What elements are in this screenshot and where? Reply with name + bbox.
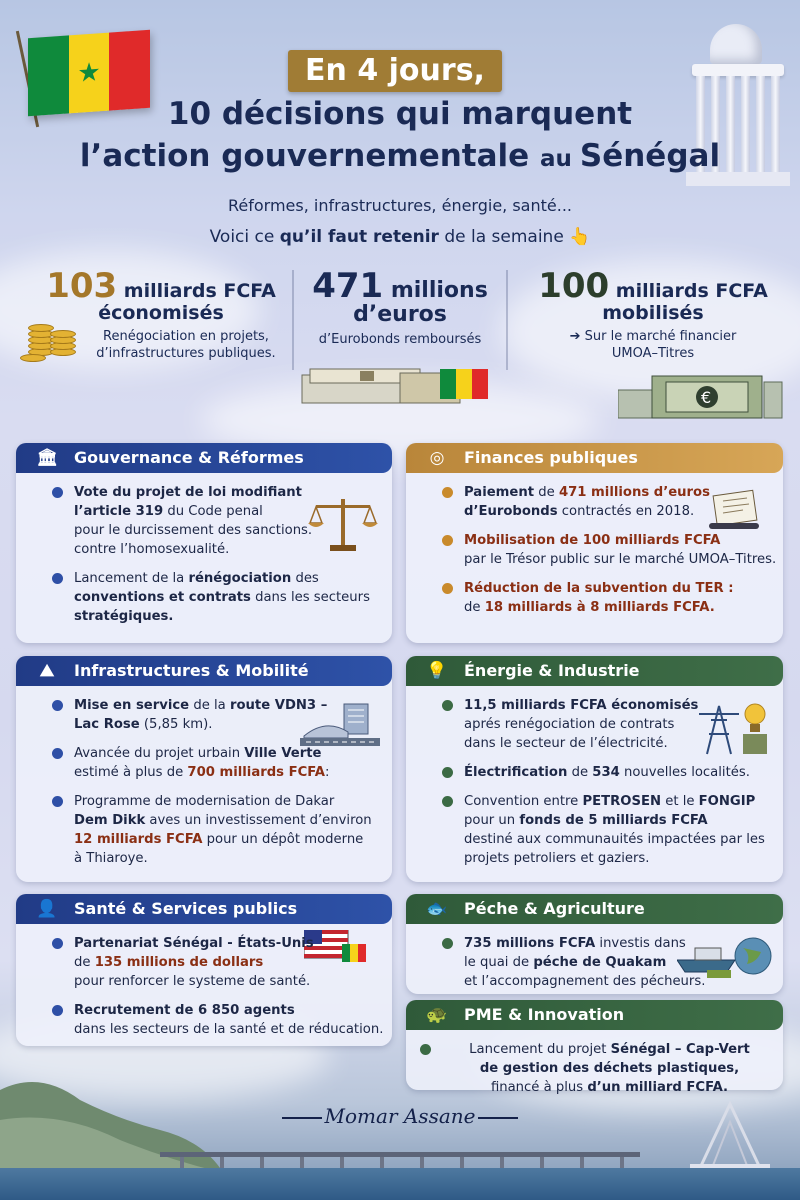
signature: Momar Assane [324,1104,476,1128]
bulb-icon: 💡 [426,661,448,681]
card-infrastructures [16,656,392,882]
list-item: Mobilisation de 100 milliards FCFA par le Trésor public sur le marché UMOA–Titres. [406,531,783,569]
card-finances [406,443,783,643]
coins-icon: ◎ [429,448,445,468]
card-energie-header: 💡 Énergie & Industrie [406,656,783,686]
list-item: Convention entre PETROSEN et le FONGIP pour un fonds de 5 milliards FCFA destiné aux communauités impactées par les projets petroliers et gaziers. [406,792,783,868]
list-item: 11,5 milliards FCFA économisés aprés renégociation de contrats dans le secteur de l’électricité. [406,696,783,753]
card-sante-header: 👤 Santé & Services publics [16,894,392,924]
list-item: Lancement du projet Sénégal – Cap-Vert de gestion des déchets plastiques, financé à plus d’un milliard FCFA. [406,1040,783,1097]
list-item: 735 millions FCFA investis dans le quai de péche de Quakam et l’accompagnement des pécheurs. [406,934,783,991]
bridge-icon [160,1148,640,1170]
stat-mobilises: 100 milliards FCFA mobilisés ➔ Sur le marché financier UMOA–Titres [538,266,768,361]
list-item: Partenariat Sénégal - États-Unis de 135 millions de dollars pour renforcer le systeme de santé. [16,934,392,991]
road-icon: ⛰ [39,661,55,681]
svg-text:€: € [701,388,712,407]
title-line-1: 10 décisions qui marquent [167,96,633,132]
stat-eurobonds: 471 millions d’euros d’Eurobonds remboursés [312,266,488,347]
pointing-hand-icon: 👆 [569,227,591,247]
list-item: Paiement de 471 millions d’euros d’Eurobonds contractés en 2018. [406,483,783,521]
senegal-flag-icon: ★ [28,30,150,117]
bank-icon: 🏛 [36,448,58,468]
title-line-2: l’action gouvernementale au Sénégal [79,138,721,174]
retain-line: Voici ce qu’il faut retenir de la semaine 👆 [209,227,591,247]
list-item: Recrutement de 6 850 agents dans les secteurs de la santé et de réducation. [16,1001,392,1039]
euro-banknotes-icon [618,372,784,420]
stat-economises: 103 milliards FCFA économisés Renégociation en projets, d’infrastructures publiques. [46,266,276,361]
subtitle: Réformes, infrastructures, énergie, santé... [227,196,572,215]
list-item: Programme de modernisation de Dakar Dem Dikk aves un investissement d’environ 12 milliards FCFA pour un dépôt moderne à Thiaroye. [16,792,392,868]
sea [0,1168,800,1200]
card-pme [406,1000,783,1095]
list-item: Réduction de la subvention du TER : de 18 milliards à 8 milliards FCFA. [406,579,783,617]
list-item: Lancement de la rénégociation des conventions et contrats dans les secteurs stratégiques. [16,569,392,626]
list-item: Vote du projet de loi modifiant l’article 319 du Code penal pour le durcissement des sanctions. contre l’homosexualité. [16,483,392,559]
card-sante [16,894,392,1046]
coins-stack-icon [20,310,80,360]
card-gouvernance-header: 🏛 Gouvernance & Réformes [16,443,392,473]
person-icon: 👤 [36,899,58,919]
turtle-icon: 🐢 [426,1005,448,1025]
list-item: Mise en service de la route VDN3 – Lac Rose (5,85 km). [16,696,392,734]
money-bundles-icon [300,365,490,405]
card-infrastructures-header: ⛰ Infrastructures & Mobilité [16,656,392,686]
list-item: Avancée du projet urbain Ville Verte estimé à plus de 700 milliards FCFA: [16,744,392,782]
fish-icon: 🐟 [426,899,448,919]
card-peche [406,894,783,994]
card-pme-header: 🐢 PME & Innovation [406,1000,783,1030]
card-gouvernance [16,443,392,643]
header-badge: En 4 jours, [288,50,502,92]
card-finances-header: ◎ Finances publiques [406,443,783,473]
card-peche-header: 🐟 Péche & Agriculture [406,894,783,924]
card-energie [406,656,783,882]
list-item: Électrification de 534 nouvelles localités. [406,763,783,782]
